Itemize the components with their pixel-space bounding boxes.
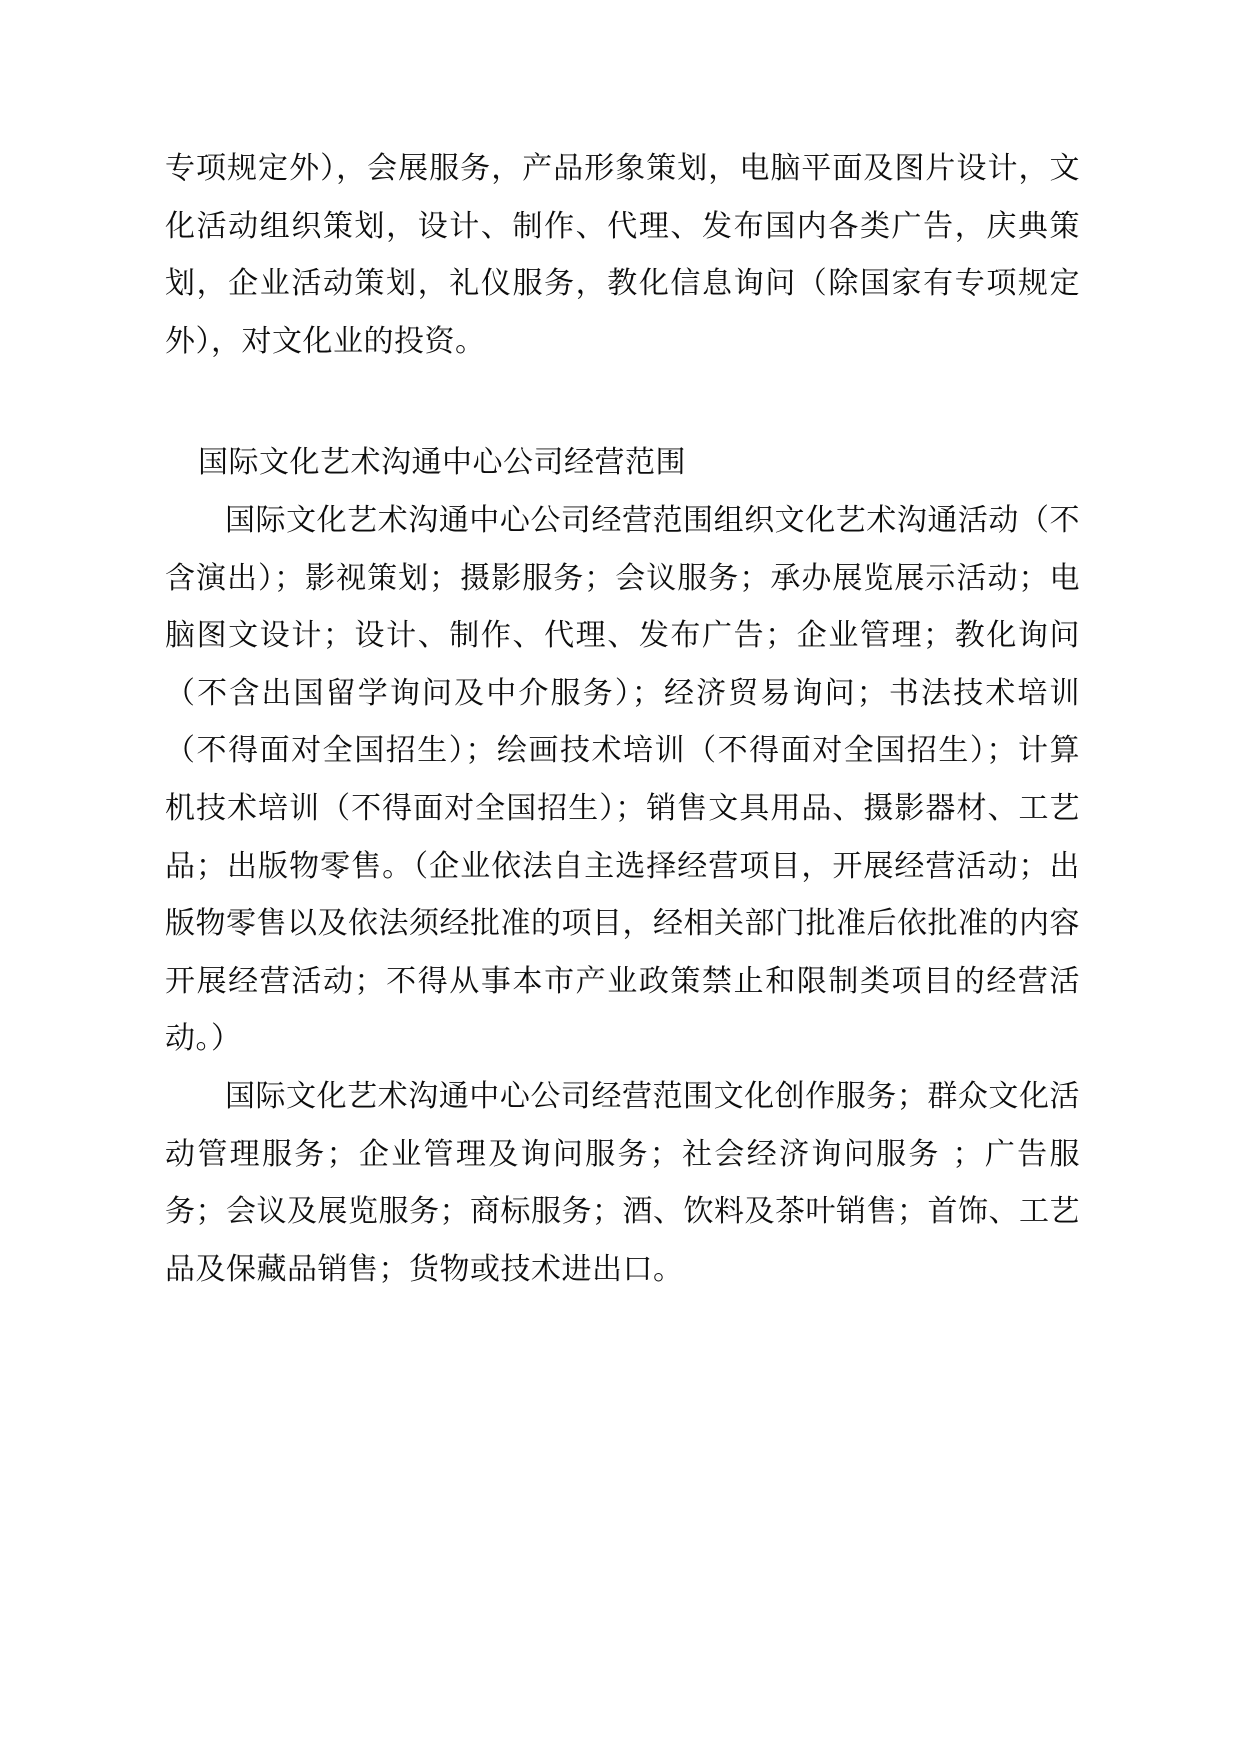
paragraph-business-scope-2: 国际文化艺术沟通中心公司经营范围文化创作服务；群众文化活动管理服务；企业管理及询问服务；社会经济询问服务 ；广告服务；会议及展览服务；商标服务；酒、饮料及茶叶销售；首饰、工艺品及保藏品销售；货物或技术进出口。 [165, 1078, 1080, 1287]
paragraph-continued-scope: 专项规定外），会展服务，产品形象策划，电脑平面及图片设计，文化活动组织策划，设计、制作、代理、发布国内各类广告，庆典策划，企业活动策划，礼仪服务，教化信息询问（除国家有专项规定外），对文化业的投资。 [165, 151, 1080, 359]
paragraph-spacer [165, 370, 1080, 434]
paragraph-business-scope-1: 国际文化艺术沟通中心公司经营范围组织文化艺术沟通活动（不含演出）；影视策划；摄影服务；会议服务；承办展览展示活动；电脑图文设计；设计、制作、代理、发布广告；企业管理；教化询问（不含出国留学询问及中介服务）；经济贸易询问；书法技术培训（不得面对全国招生）；绘画技术培训（不得面对全国招生）；计算机技术培训（不得面对全国招生）；销售文具用品、摄影器材、工艺品；出版物零售。（企业依法自主选择经营项目，开展经营活动；出版物零售以及依法须经批准的项目，经相关部门批准后依批准的内容开展经营活动；不得从事本市产业政策禁止和限制类项目的经营活动。） [165, 502, 1080, 1057]
document-body [165, 140, 1080, 1298]
heading-business-scope: 国际文化艺术沟通中心公司经营范围 [198, 445, 686, 481]
